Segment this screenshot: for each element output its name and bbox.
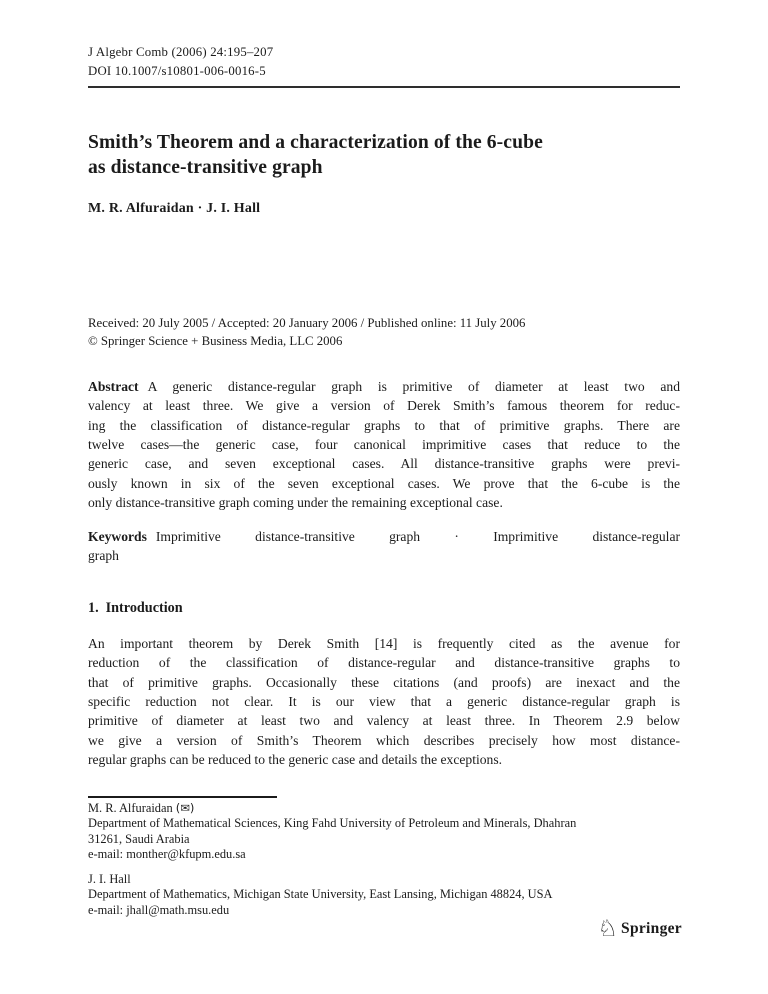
text-line: twelve cases—the generic case, four canonical imprimitive cases that reduce to the — [88, 437, 680, 453]
text-line: Smith’s Theorem and a characterization of the 6-cube — [88, 132, 543, 153]
authors-line: M. R. Alfuraidan · J. I. Hall — [88, 201, 261, 216]
header-rule — [88, 86, 680, 88]
publisher-name: Springer — [621, 919, 682, 937]
text-line: generic case, and seven exceptional cases. All distance-transitive graphs were previ- — [88, 456, 680, 472]
text-line: that of primitive graphs. Occasionally these citations (and proofs) are inexact and the — [88, 674, 680, 690]
text-line: specific reduction not clear. It is our view that a generic distance-regular graph is — [88, 694, 680, 710]
text-line: Keywords Imprimitive distance-transitive graph · Imprimitive distance-regular — [88, 529, 680, 544]
text-line: Abstract A generic distance-regular graph is primitive of diameter at least two and — [88, 379, 680, 394]
text-line: we give a version of Smith’s Theorem which describes precisely how most distance- — [88, 732, 680, 748]
text-line: J. I. Hall — [88, 872, 131, 886]
footnote-author-name: M. R. Alfuraidan — [88, 801, 173, 815]
springer-knight-icon: ♘ — [597, 916, 619, 942]
journal-header — [88, 43, 680, 80]
text-line: as distance-transitive graph — [88, 156, 323, 178]
received-accepted-line: Received: 20 July 2005 / Accepted: 20 January 2006 / Published online: 11 July 2006 — [88, 316, 526, 330]
copyright-line: © Springer Science + Business Media, LLC 2006 — [88, 333, 343, 348]
section-number: 1. — [88, 600, 99, 616]
text-line: only distance-transitive graph coming under the remaining exceptional case. — [88, 495, 503, 511]
section-title: Introduction — [105, 600, 183, 616]
text-line: valency at least three. We give a version of Derek Smith’s famous theorem for reduc- — [88, 398, 680, 414]
abstract-paragraph — [88, 377, 680, 512]
footnote-author-2 — [88, 872, 680, 918]
footnote-author-1 — [88, 801, 680, 863]
journal-reference: J Algebr Comb (2006) 24:195–207 — [88, 45, 274, 59]
keywords-paragraph — [88, 527, 680, 566]
paragraph-lead-label: Keywords — [88, 529, 147, 544]
correspondence-envelope-icon: (✉) — [175, 801, 195, 815]
text-line: ing the classification of distance-regular graphs to that of primitive graphs. There are — [88, 417, 680, 433]
footnote-author-name-line — [88, 801, 680, 816]
paragraph-lead-label: Abstract — [88, 379, 139, 394]
text-line: regular graphs can be reduced to the generic case and details the exceptions. — [88, 752, 503, 768]
introduction-paragraph — [88, 634, 680, 769]
publication-info — [88, 315, 680, 350]
text-line: e-mail: monther@kfupm.edu.sa — [88, 847, 246, 862]
text-line: 31261, Saudi Arabia — [88, 831, 190, 846]
text-line: Department of Mathematical Sciences, King Fahd University of Petroleum and Minerals, Dhahran — [88, 816, 577, 831]
text-line: An important theorem by Derek Smith [14] is frequently cited as the avenue for — [88, 636, 680, 651]
text-line: ously known in six of the seven exceptional cases. We prove that the 6-cube is the — [88, 475, 680, 491]
text-line: Department of Mathematics, Michigan State University, East Lansing, Michigan 48824, USA — [88, 887, 553, 902]
footnote-author-address — [88, 816, 680, 862]
section-heading-introduction — [88, 600, 680, 617]
doi-line: DOI 10.1007/s10801-006-0016-5 — [88, 63, 266, 78]
footnote-rule — [88, 796, 277, 798]
publisher-logo — [597, 917, 682, 940]
text-line: e-mail: jhall@math.msu.edu — [88, 902, 230, 917]
text-line: primitive of diameter at least two and valency at least three. In Theorem 2.9 below — [88, 713, 680, 729]
text-line: reduction of the classification of distance-regular and distance-transitive graphs to — [88, 655, 680, 671]
text-line: graph — [88, 548, 119, 564]
paper-title — [88, 131, 680, 180]
